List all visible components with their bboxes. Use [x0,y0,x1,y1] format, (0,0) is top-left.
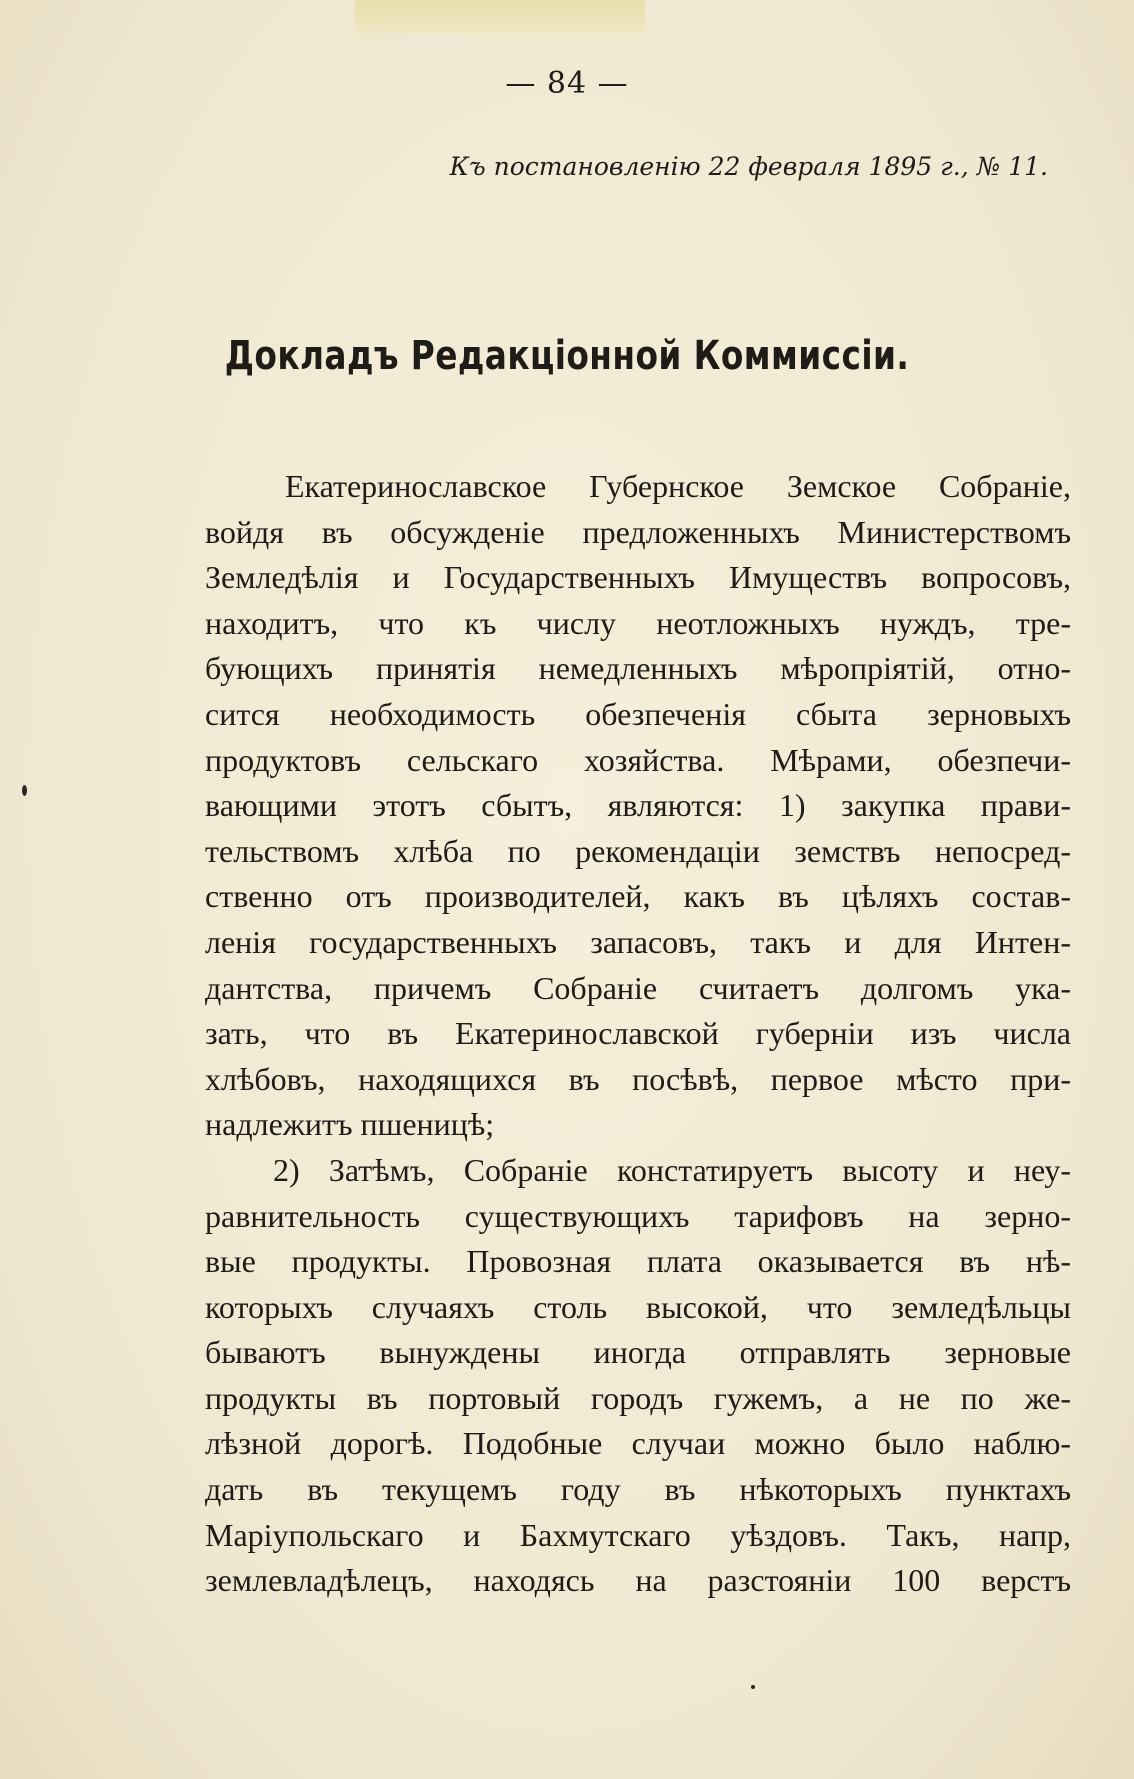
tape-mark [355,0,645,38]
ink-speck [22,785,27,796]
text-line: дать въ текущемъ году въ нѣкоторыхъ пунктахъ [205,1471,1071,1508]
text-line: вающими этотъ сбытъ, являются: 1) закупка прави- [205,787,1071,824]
ink-speck [751,1685,755,1689]
text-line: надлежитъ пшеницѣ; [205,1106,495,1143]
text-line: Маріупольскаго и Бахмутскаго уѣздовъ. Такъ, напр, [205,1516,1071,1553]
text-line: которыхъ случаяхъ столь высокой, что земледѣльцы [205,1288,1071,1325]
text-line: хлѣбовъ, находящихся въ посѣвѣ, первое мѣсто при- [205,1060,1071,1097]
page-title: Докладъ Редакціонной Коммиссіи. [224,333,910,379]
body-text [205,464,1071,1604]
text-line: зать, что въ Екатеринославской губерніи изъ числа [205,1015,1071,1052]
reference-line: Къ постановленію 22 февраля 1895 г., № 11. [449,152,1048,181]
text-line: дантства, причемъ Собраніе считаетъ долгомъ ука- [205,969,1071,1006]
text-line: продукты въ портовый городъ гужемъ, а не по же- [205,1379,1071,1416]
text-line: бующихъ принятія немедленныхъ мѣропріятій, отно- [205,650,1071,687]
text-line: равнительность существующихъ тарифовъ на зерно- [205,1197,1071,1234]
text-line: Земледѣлія и Государственныхъ Имуществъ вопросовъ, [205,559,1071,596]
text-line: бываютъ вынуждены иногда отправлять зерновые [205,1334,1071,1371]
text-line: 2) Затѣмъ, Собраніе констатируетъ высоту и неу- [273,1151,1071,1188]
text-line: продуктовъ сельскаго хозяйства. Мѣрами, обезпечи- [205,741,1071,778]
text-line: находитъ, что къ числу неотложныхъ нуждъ, тре- [205,604,1071,641]
text-line: вые продукты. Провозная плата оказывается въ нѣ- [205,1243,1071,1280]
page-number: — 84 — [505,66,629,101]
text-line: ственно отъ производителей, какъ въ цѣляхъ состав- [205,878,1071,915]
text-line: сится необходимость обезпеченія сбыта зерновыхъ [205,695,1071,732]
text-line: лѣзной дорогѣ. Подобные случаи можно было наблю- [205,1425,1071,1462]
text-line: Екатеринославское Губернское Земское Собраніе, [285,468,1071,504]
text-line: землевладѣлецъ, находясь на разстояніи 100 верстъ [205,1562,1071,1599]
text-line: ленія государственныхъ запасовъ, такъ и для Интен- [205,923,1071,960]
text-line: войдя въ обсужденіе предложенныхъ Министерствомъ [205,513,1071,550]
text-line: тельствомъ хлѣба по рекомендаціи земствъ непосред- [205,832,1071,869]
